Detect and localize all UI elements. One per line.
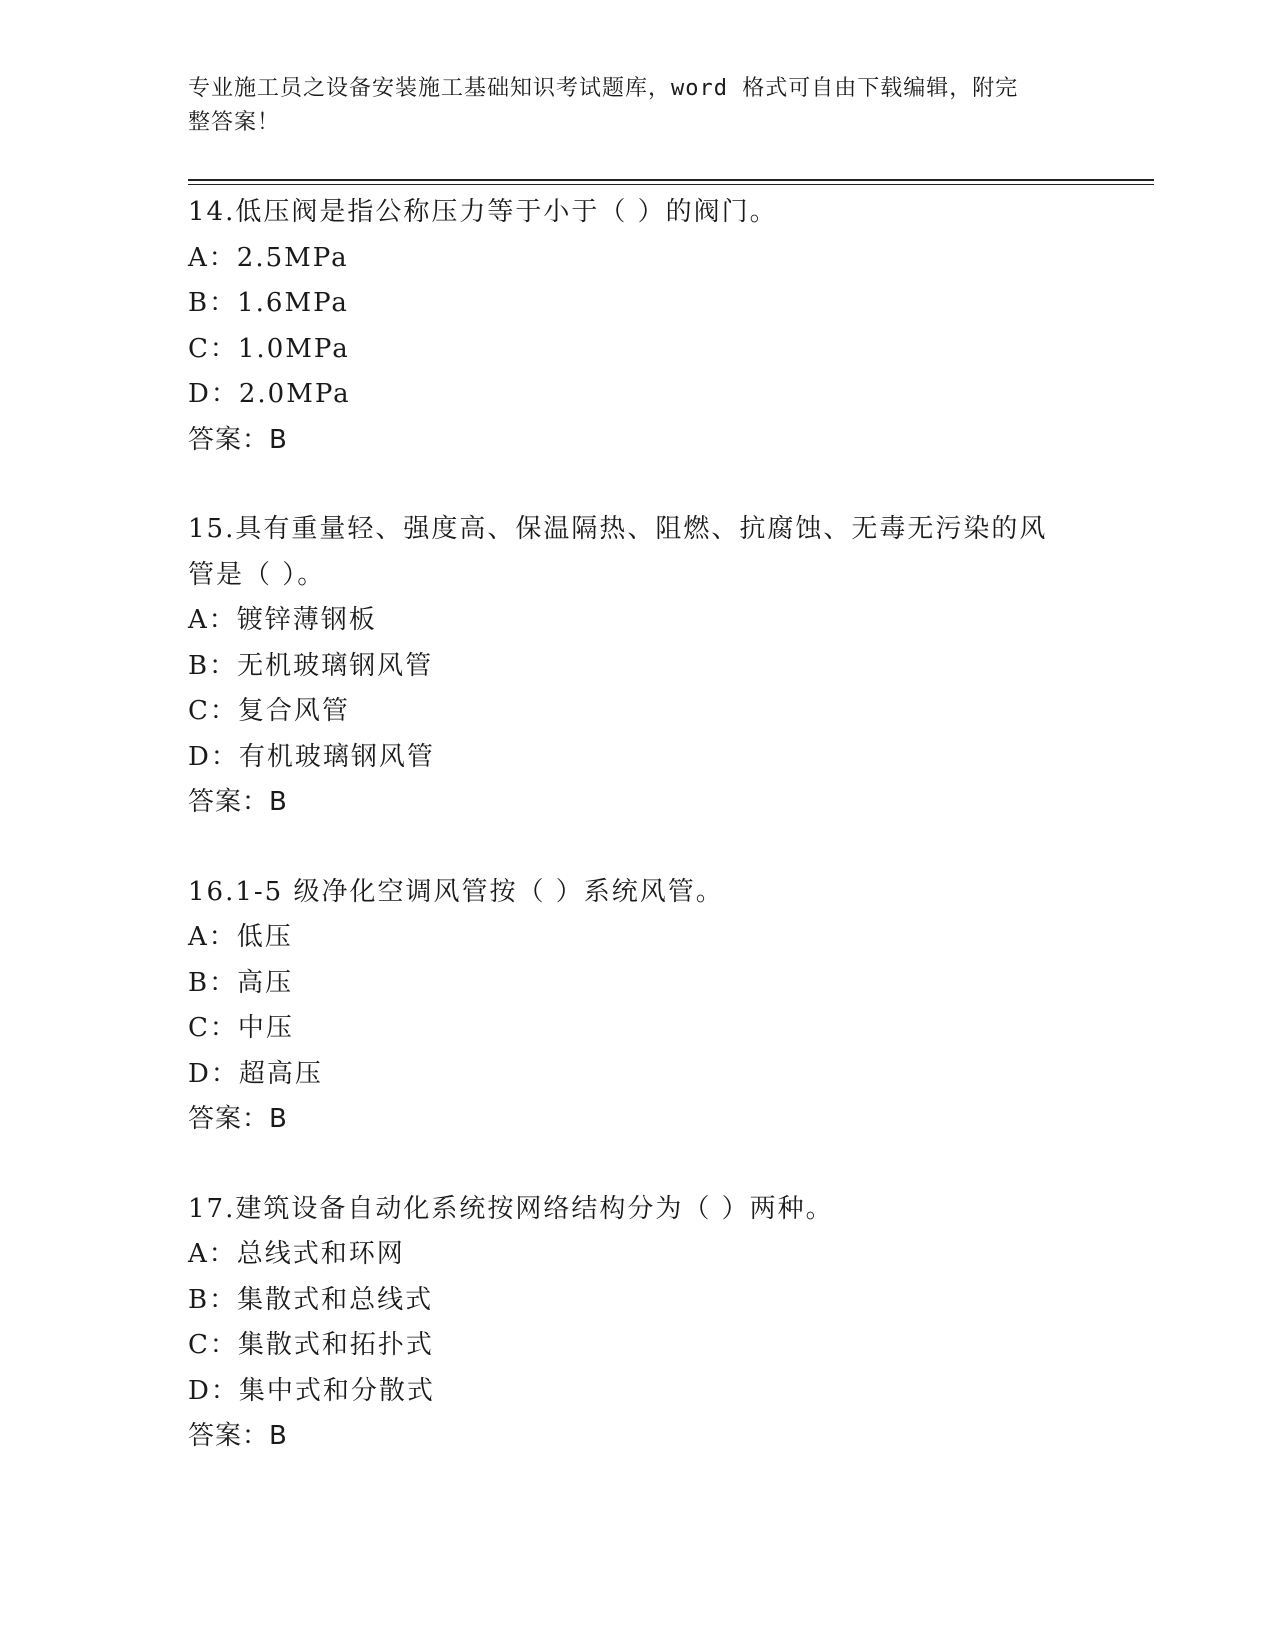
answer: 答案：B bbox=[188, 1104, 288, 1134]
option-d: D：超高压 bbox=[188, 1058, 323, 1089]
option-c: C：复合风管 bbox=[188, 696, 350, 726]
answer: 答案：B bbox=[188, 787, 288, 817]
question-stem-continued: 管是（ ）。 bbox=[188, 559, 326, 590]
option-a: A：总线式和环网 bbox=[188, 1239, 405, 1269]
question-15 bbox=[188, 507, 1088, 826]
option-c: C：集散式和拓扑式 bbox=[188, 1330, 434, 1360]
question-stem: 14.低压阀是指公称压力等于小于（ ）的阀门。 bbox=[188, 197, 778, 227]
option-c: C：中压 bbox=[188, 1013, 294, 1043]
header-divider-thin bbox=[188, 184, 1154, 185]
option-a: A：低压 bbox=[188, 922, 293, 952]
option-d: D：集中式和分散式 bbox=[188, 1375, 435, 1406]
header-line-2: 整答案！ bbox=[188, 110, 281, 135]
option-b: B：集散式和总线式 bbox=[188, 1284, 434, 1315]
document-header bbox=[188, 72, 1068, 140]
option-b: B：1.6MPa bbox=[188, 288, 349, 318]
question-16 bbox=[188, 870, 1088, 1143]
header-divider-thick bbox=[188, 179, 1154, 181]
option-b: B：无机玻璃钢风管 bbox=[188, 650, 434, 681]
option-d: D：2.0MPa bbox=[188, 379, 351, 409]
option-c: C：1.0MPa bbox=[188, 333, 350, 364]
option-d: D：有机玻璃钢风管 bbox=[188, 741, 435, 772]
question-14 bbox=[188, 190, 1088, 463]
answer: 答案：B bbox=[188, 1421, 288, 1451]
question-17 bbox=[188, 1187, 1088, 1460]
question-list bbox=[188, 190, 1088, 1504]
header-line-1: 专业施工员之设备安装施工基础知识考试题库，word 格式可自由下载编辑，附完 bbox=[188, 76, 1019, 101]
option-a: A：2.5MPa bbox=[188, 242, 349, 273]
question-stem: 15.具有重量轻、强度高、保温隔热、阻燃、抗腐蚀、无毒无污染的风 bbox=[188, 514, 1048, 544]
option-a: A：镀锌薄钢板 bbox=[188, 605, 377, 635]
option-b: B：高压 bbox=[188, 967, 294, 998]
answer: 答案：B bbox=[188, 424, 288, 455]
question-stem: 17.建筑设备自动化系统按网络结构分为（ ）两种。 bbox=[188, 1193, 834, 1224]
question-stem: 16.1-5 级净化空调风管按（ ）系统风管。 bbox=[188, 876, 724, 907]
